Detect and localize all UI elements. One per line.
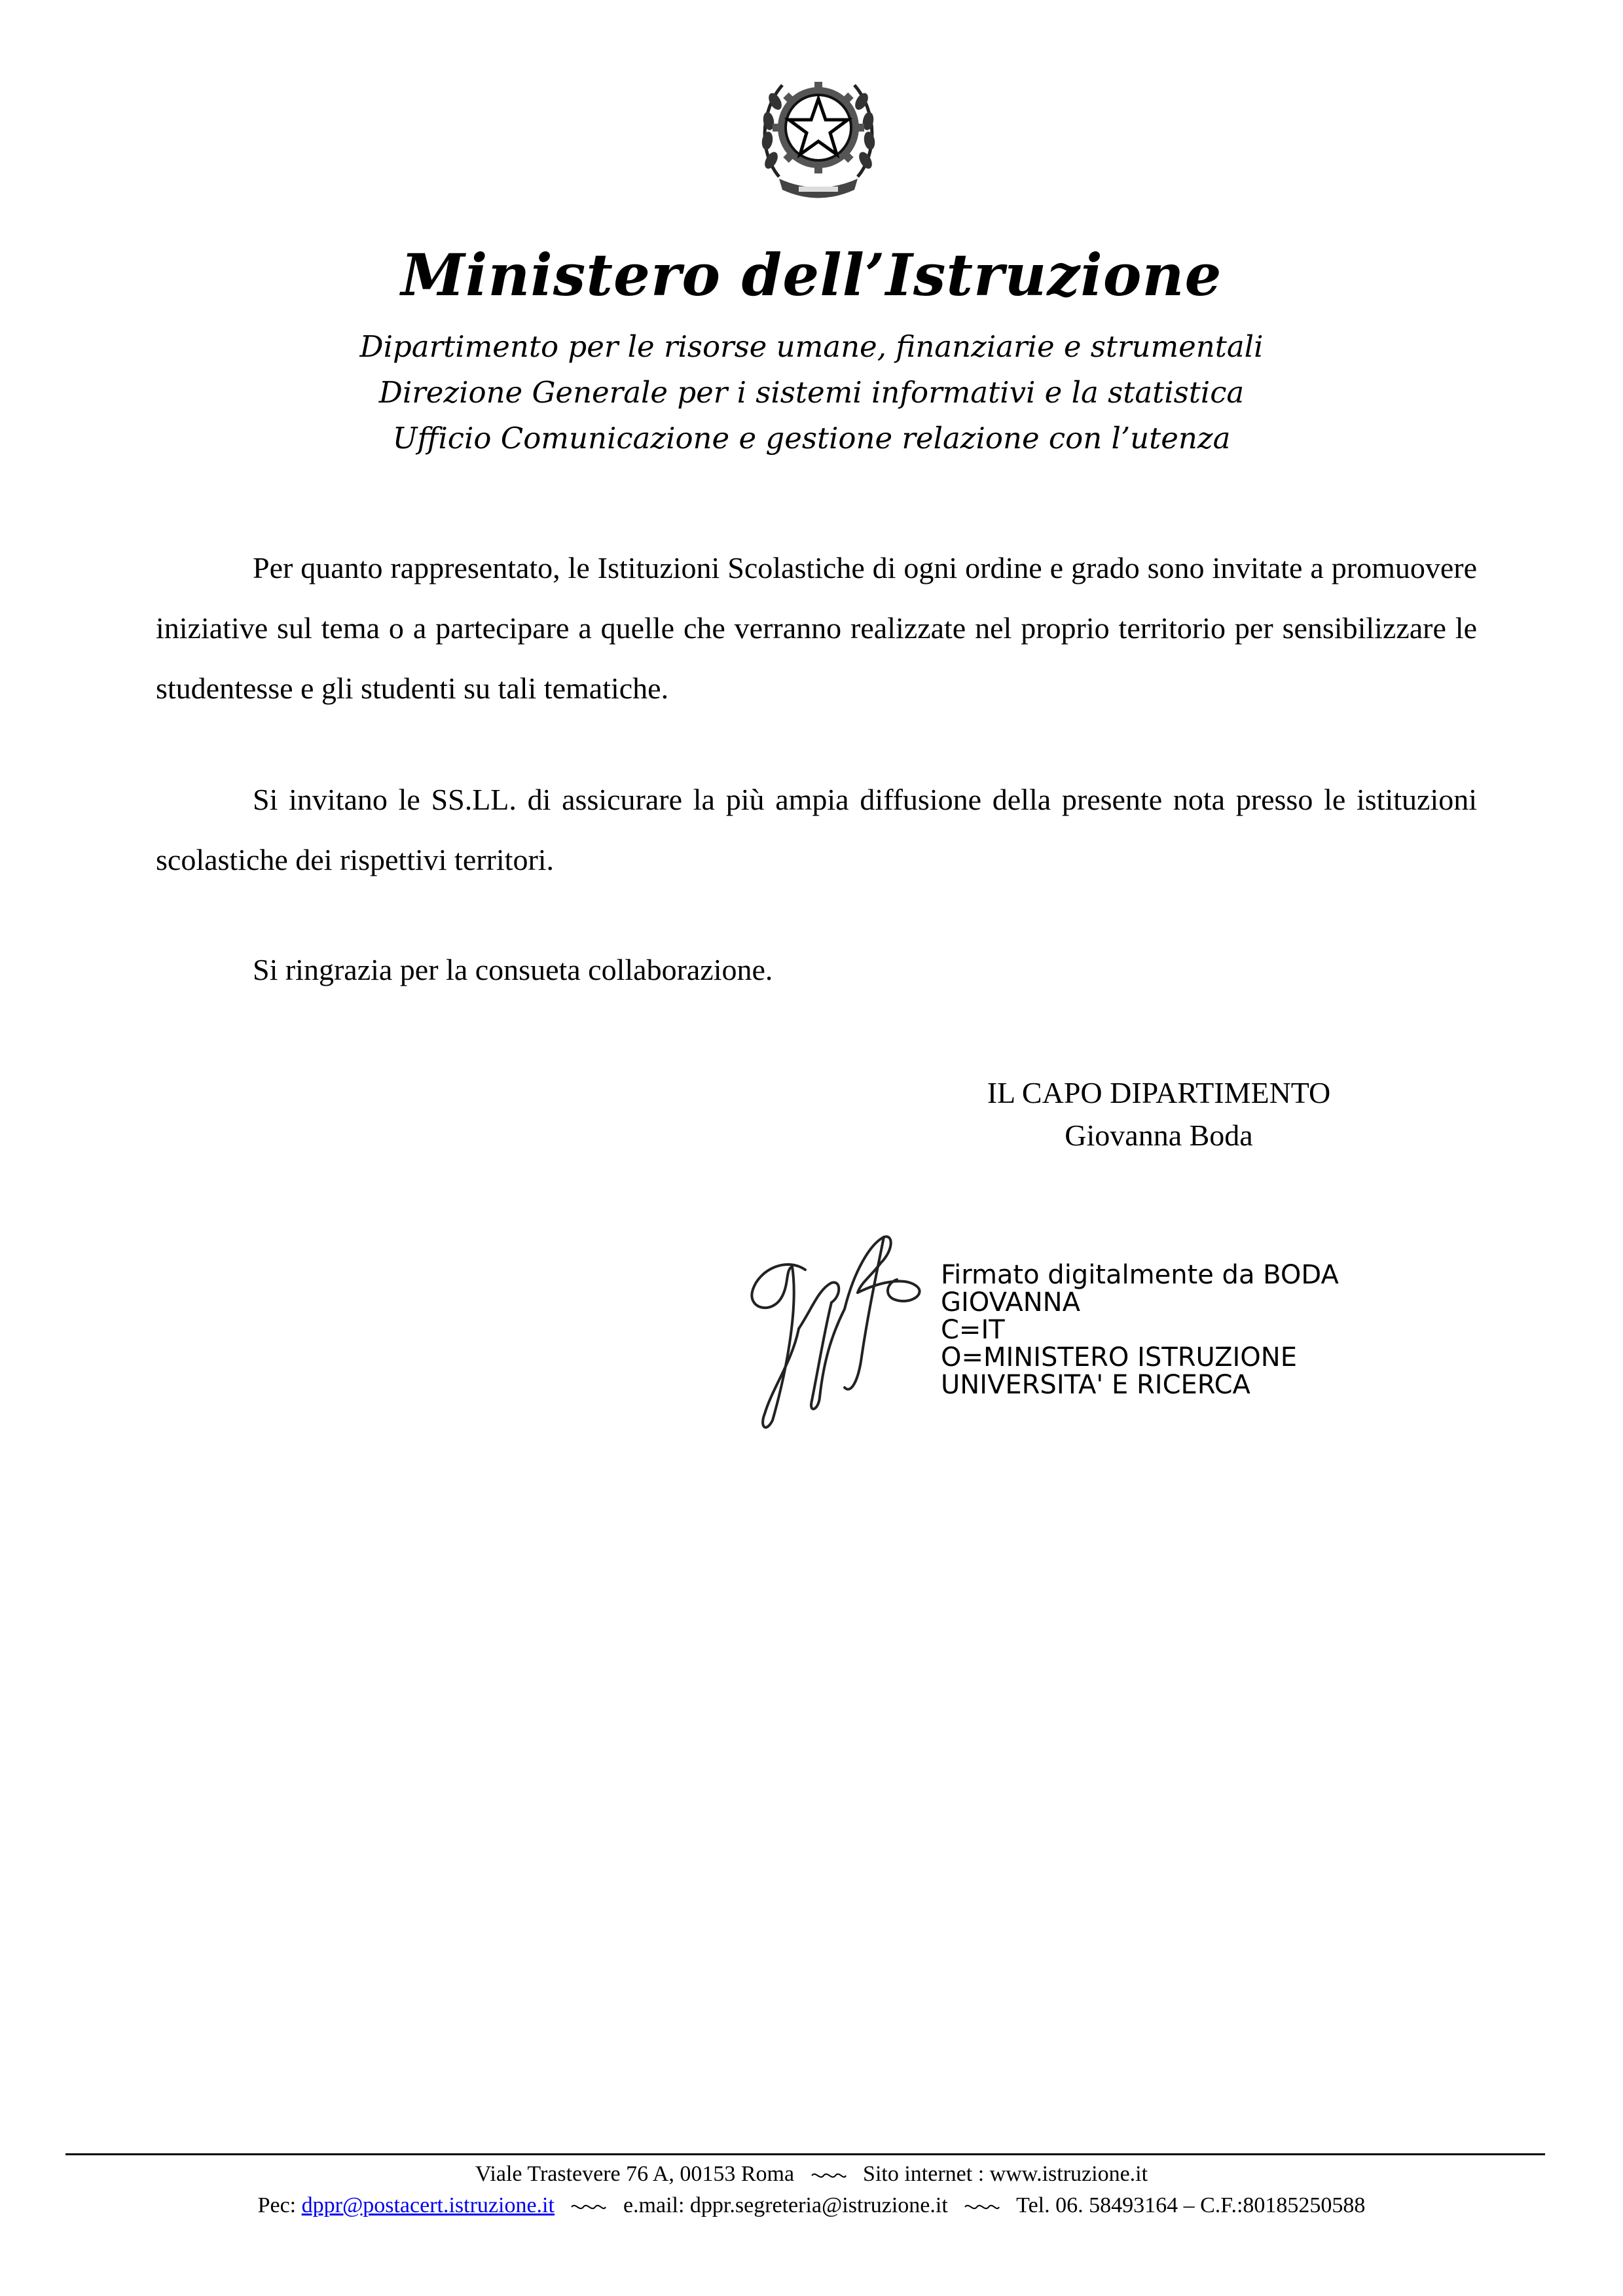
footer-divider [65, 2153, 1545, 2155]
signature-title: IL CAPO DIPARTIMENTO [987, 1076, 1331, 1109]
ornament-separator-icon [569, 2200, 608, 2214]
ornament-separator-icon [809, 2169, 848, 2182]
digital-signature-block [941, 1261, 1339, 1399]
footer-phone-cf: Tel. 06. 58493164 – C.F.:80185250588 [1016, 2193, 1366, 2217]
handwritten-signature [746, 1230, 943, 1440]
italian-republic-emblem-icon [753, 62, 884, 203]
digital-signature-line: O=MINISTERO ISTRUZIONE [941, 1342, 1297, 1372]
office-name: Ufficio Comunicazione e gestione relazione con l’utenza [392, 421, 1231, 456]
pec-email-link[interactable]: dppr@postacert.istruzione.it [301, 2193, 555, 2217]
footer-email: e.mail: dppr.segreteria@istruzione.it [623, 2193, 948, 2217]
footer-address: Viale Trastevere 76 A, 00153 Roma [475, 2162, 795, 2186]
footer-line-address [0, 2160, 1623, 2189]
footer-website: Sito internet : www.istruzione.it [863, 2162, 1148, 2186]
body-paragraph-3: Si ringrazia per la consueta collaborazione. [253, 953, 773, 986]
digital-signature-line: UNIVERSITA' E RICERCA [941, 1370, 1250, 1400]
footer-line-contacts [0, 2191, 1623, 2220]
digital-signature-line: C=IT [941, 1315, 1005, 1345]
department-name: Dipartimento per le risorse umane, finanziarie e strumentali [359, 329, 1264, 364]
footer-pec-label: Pec: [257, 2193, 297, 2217]
ministry-name: Ministero dell’Istruzione [401, 241, 1222, 309]
directorate-name: Direzione Generale per i sistemi informativi e la statistica [378, 375, 1245, 410]
body-paragraph-2: Si invitano le SS.LL. di assicurare la più ampia diffusione della presente nota presso le istituzioni scolastiche dei rispettivi territori. [156, 783, 1477, 876]
ornament-separator-icon [962, 2200, 1002, 2214]
body-paragraph-1: Per quanto rappresentato, le Istituzioni Scolastiche di ogni ordine e grado sono invitate a promuovere iniziative sul tema o a partecipare a quelle che verranno realizzate nel proprio territorio per sensibilizzare le studentesse e gli studenti su tali tematiche. [156, 551, 1477, 705]
digital-signature-line: Firmato digitalmente da BODA [941, 1260, 1339, 1290]
signature-name: Giovanna Boda [1065, 1119, 1253, 1152]
digital-signature-line: GIOVANNA [941, 1287, 1080, 1318]
